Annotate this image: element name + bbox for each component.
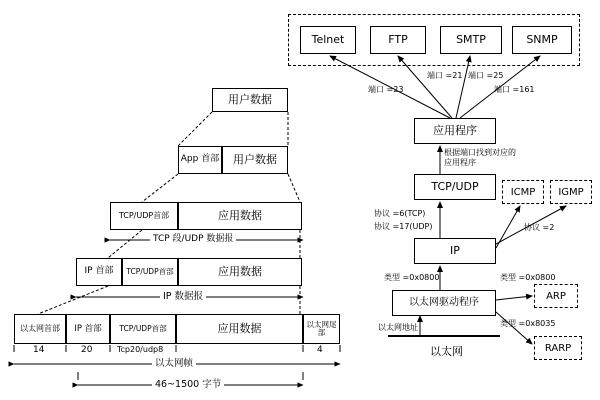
- node-label: Telnet: [311, 33, 345, 47]
- cell-label: TCP/UDP首部: [126, 267, 174, 277]
- size-label-14: 14: [33, 345, 45, 355]
- node-label: IP: [450, 244, 460, 258]
- cell-label: 应用数据: [217, 322, 262, 336]
- edge-label-port-161: 端口 =161: [494, 85, 535, 94]
- node-label: 以太网驱动程序: [409, 296, 479, 308]
- cell-label: 以太网首部: [20, 323, 60, 333]
- size-label-20: 20: [81, 345, 93, 355]
- cell-label: 应用数据: [218, 209, 262, 223]
- edge-label-ethernet-address: 以太网地址: [378, 323, 418, 332]
- edge-label-demux-note: 根据端口找到对应的应用程序: [444, 148, 516, 167]
- cell-label: 应用数据: [218, 265, 262, 279]
- node-ethernet: 以太网: [430, 345, 463, 358]
- edge-label-type-0x0800: 类型 =0x0800: [384, 273, 440, 282]
- span-label-ip-datagram: IP 数据报: [160, 288, 206, 302]
- size-label-tcp20-udp8: Tcp20/udp8: [117, 345, 164, 354]
- cell-label: 用户数据: [233, 153, 277, 167]
- node-label: ARP: [546, 290, 566, 302]
- cell-label: 以太网尾部: [306, 320, 337, 337]
- edge-label-proto-udp: 协议 =17(UDP): [374, 222, 433, 231]
- edge-label-type-0x0800-arp: 类型 =0x0800: [500, 273, 556, 282]
- node-label: TCP/UDP: [431, 180, 479, 194]
- cell-label: TCP/UDP首部: [118, 210, 170, 220]
- node-label: RARP: [544, 342, 572, 354]
- size-label-4: 4: [317, 345, 323, 355]
- edge-label-proto-2: 协议 =2: [524, 223, 555, 232]
- span-label-frame-bytes: 46~1500 字节: [152, 376, 224, 390]
- edge-label-port-21: 端口 =21: [427, 71, 463, 80]
- edge-label-type-0x8035: 类型 =0x8035: [500, 319, 556, 328]
- edge-label-port-25: 端口 =25: [468, 71, 504, 80]
- edge-label-proto-tcp: 协议 =6(TCP): [374, 209, 426, 218]
- node-label: SMTP: [456, 33, 486, 47]
- cell-label: App 首部: [180, 154, 220, 165]
- cell-label: 用户数据: [228, 93, 272, 107]
- cell-label: IP 首部: [84, 266, 114, 277]
- node-label: FTP: [388, 33, 408, 47]
- cell-label: IP 首部: [74, 323, 102, 334]
- span-label-tcp-segment: TCP 段/UDP 数据报: [150, 231, 236, 244]
- cell-label: TCP/UDP首部: [119, 324, 167, 334]
- node-label: 应用程序: [433, 124, 477, 138]
- span-label-ethernet-frame: 以太网帧: [152, 355, 196, 369]
- edge-label-port-23: 端口 =23: [368, 85, 404, 94]
- node-label: IGMP: [558, 186, 584, 198]
- node-label: SNMP: [526, 33, 558, 47]
- node-label: ICMP: [510, 186, 536, 198]
